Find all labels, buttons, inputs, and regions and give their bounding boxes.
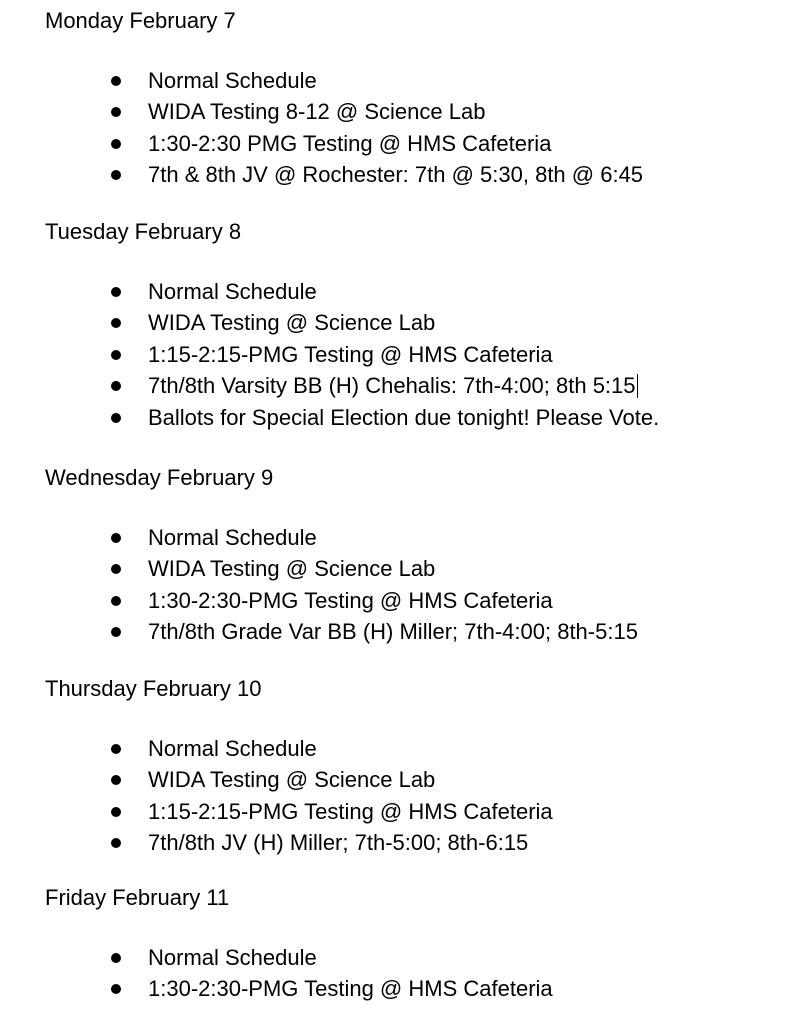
text-cursor bbox=[637, 374, 638, 398]
bullet-icon bbox=[111, 413, 121, 423]
list-item-text: WIDA Testing @ Science Lab bbox=[148, 310, 436, 336]
bullet-icon bbox=[111, 953, 121, 963]
bullet-icon bbox=[111, 107, 121, 117]
list-item-text: 7th & 8th JV @ Rochester: 7th @ 5:30, 8th @ 6:45 bbox=[148, 162, 644, 188]
day-heading: Wednesday February 9 bbox=[45, 465, 274, 490]
day-heading: Thursday February 10 bbox=[45, 676, 262, 701]
bullet-icon bbox=[111, 381, 121, 391]
bullet-icon bbox=[111, 838, 121, 848]
bullet-icon bbox=[111, 744, 121, 754]
list-item-text bbox=[148, 374, 638, 398]
list-item-text: Normal Schedule bbox=[148, 525, 317, 550]
list-item-content: 7th/8th Varsity BB (H) Chehalis: 7th-4:00; 8th 5:15 bbox=[148, 373, 636, 399]
bullet-icon bbox=[111, 807, 121, 817]
bullet-icon bbox=[111, 627, 121, 637]
list-item-text: 1:15-2:15-PMG Testing @ HMS Cafeteria bbox=[148, 341, 553, 367]
list-item-text: Normal Schedule bbox=[148, 68, 317, 93]
list-item-text: 7th/8th Grade Var BB (H) Miller; 7th-4:00; 8th-5:15 bbox=[148, 619, 638, 645]
list-item-text: 1:30-2:30-PMG Testing @ HMS Cafeteria bbox=[148, 587, 553, 613]
bullet-icon bbox=[111, 287, 121, 297]
list-item-text: WIDA Testing 8-12 @ Science Lab bbox=[148, 99, 486, 125]
list-item-text: Ballots for Special Election due tonight! Please Vote. bbox=[148, 404, 660, 430]
list-item-text: WIDA Testing @ Science Lab bbox=[148, 767, 436, 793]
bullet-icon bbox=[111, 318, 121, 328]
day-heading: Monday February 7 bbox=[45, 8, 236, 33]
list-item-text: 1:15-2:15-PMG Testing @ HMS Cafeteria bbox=[148, 798, 553, 824]
bullet-icon bbox=[111, 350, 121, 360]
bullet-icon bbox=[111, 564, 121, 574]
bullet-icon bbox=[111, 170, 121, 180]
bullet-icon bbox=[111, 139, 121, 149]
list-item-text: 7th/8th JV (H) Miller; 7th-5:00; 8th-6:15 bbox=[148, 830, 529, 856]
bullet-icon bbox=[111, 984, 121, 994]
bullet-icon bbox=[111, 76, 121, 86]
list-item-text: 1:30-2:30-PMG Testing @ HMS Cafeteria bbox=[148, 976, 553, 1002]
day-heading: Tuesday February 8 bbox=[45, 219, 242, 244]
bullet-icon bbox=[111, 596, 121, 606]
list-item-text: Normal Schedule bbox=[148, 736, 317, 761]
list-item-text: Normal Schedule bbox=[148, 945, 317, 970]
list-item-text: Normal Schedule bbox=[148, 279, 317, 304]
bullet-icon bbox=[111, 775, 121, 785]
day-heading: Friday February 11 bbox=[45, 885, 230, 910]
list-item-text: 1:30-2:30 PMG Testing @ HMS Cafeteria bbox=[148, 130, 552, 156]
bullet-icon bbox=[111, 533, 121, 543]
list-item-text: WIDA Testing @ Science Lab bbox=[148, 556, 436, 582]
